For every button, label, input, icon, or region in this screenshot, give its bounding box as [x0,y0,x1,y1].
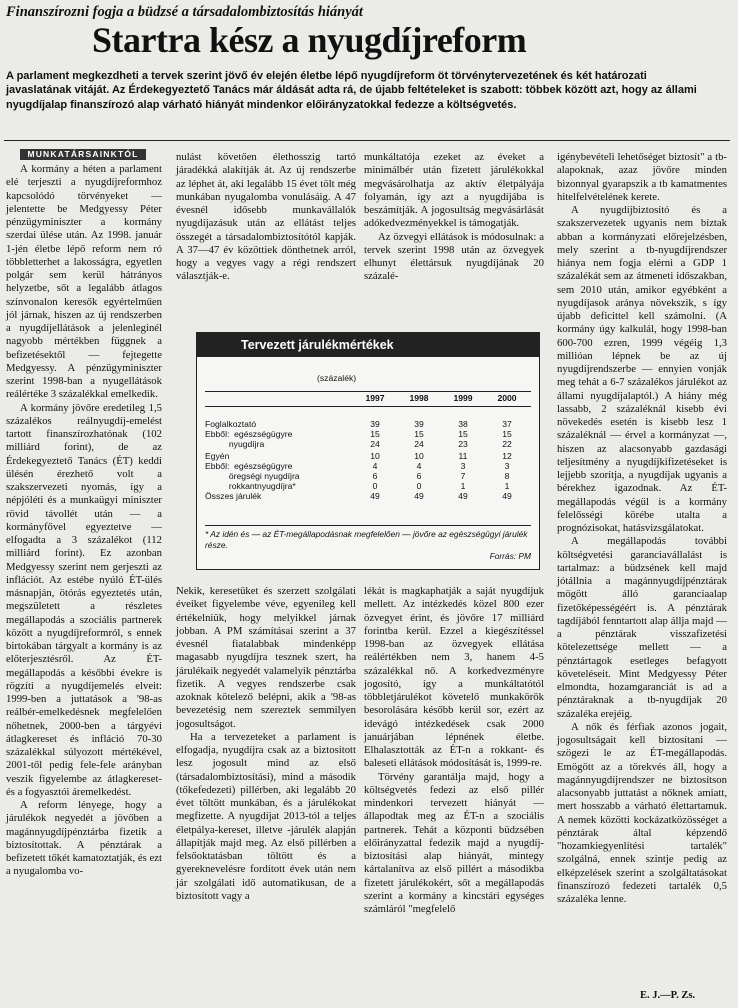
table-header [205,391,531,407]
table-cell: 6 [416,471,422,481]
paragraph: lékát is magkaphatják a saját nyugdíjuk mellett. Az intézkedés közel 800 ezer özvegyet érint, és jövőre 17 milliárd forintba kerül. Ezzel a kiegészítéssel 1998-ban az özvegyek ellátása reálértékben nem 3, hanem 4-5 százalékkal nő. A korkedvezményre jogosító, így a munkáltatótól többletjárulékot követelő munkakörök besorolására később kerül sor, ezért az idevágó intézkedések csak 2000 januárjában lépnének életbe. Elhalasztották az ÉT-n a rokkant- és baleseti ellátások módosítását is, 1999-re. [364,585,544,770]
year-header: 1999 [453,393,473,403]
divider [4,140,730,141]
signature: E. J.—P. Zs. [640,990,696,1001]
row-label: öregségi nyugdíjra [205,471,300,481]
table-cell: 7 [460,471,466,481]
table-row [205,429,531,439]
table-cell: 24 [414,439,424,449]
byline: MUNKATÁRSAINKTÓL [20,149,146,160]
table-unit: (százalék) [317,373,357,383]
column-3-top [364,151,544,284]
table-cell: 38 [458,419,468,429]
table-cell: 39 [370,419,380,429]
table-row [205,451,531,461]
year-header: 1997 [365,393,385,403]
table-row [205,481,531,491]
paragraph: Ha a tervezeteket a parlament is elfogadja, nyugdíjra csak az a biztosított lesz jogosult mind az első (társadalombiztosítási), mind a második (tőkefedezeti) pillérben, aki legalább 20 évet töltött munkában, és a járulékokat megfizette. A nyugdíjat 2013-tól a teljes életpálya-kereset, illetve -járulék alapján állapítják majd meg. Az első pillérben a felsőoktatásban töltött és a gyereknevelésre fordított évek után nem jár szolgálati idő automatikusan, de a biztosított vagy a [176,730,356,902]
column-4 [557,151,727,906]
table-cell: 39 [414,419,424,429]
row-label: Összes járulék [205,491,262,501]
table-title: Tervezett járulékmértékek [197,333,539,357]
paragraph: A kormány a héten a parlament elé terjeszti a nyugdíjreformhoz kapcsolódó törvényeket — jelentette be Medgyessy Péter pénzügyminiszter a kormány szerdai ülése után. Az 1998. január 1-jén életbe lépő reform nem ró többletterhet a lakosságra, egyetlen polgár sem kerül hátrányos helyzetbe, sőt a legalább átlagos színvonalon keresők egyértelműen jól járnak, hiszen az új rendszerben a nyugdíjellátások a jelenleginél nagyobb mértékben függnek a befizetésektől — fejtegette Medgyessy. A pénzügyminiszter szerint 1998-ban a nyugellátások reálértéke 3 százalékkal emelkedik. [6,163,162,401]
table-cell: 3 [460,461,466,471]
table-cell: 15 [414,429,424,439]
row-label: Ebből: egészségügyre [205,429,293,439]
paragraph: A kormány jövőre eredetileg 1,5 százalékos reálnyugdíj-emelést tartott finanszírozhatónak (102 milliárd forint), de az Érdekegyeztető Tanács (ÉT) keddi ülésén érezhető volt a szakszervezeti nyomás, így a népjóléti és a munkaügyi miniszter rövid távollét után — a kormányfővel egyeztetve — elfogadta a 3 százalékot (112 milliárd forint). Ez azonban Medgyessy szerint nem gerjeszti az inflációt. Az estébe nyúló ÉT-ülés másnapján, ötórás egyeztetés után, megszületett a részletes megállapodás a szociális partnerek között a nyugdíjreformról, s ennek birtokában tárgyalt a kormány is az előterjesztésről. Az ÉT-megállapodás a későbbi évekre is rögzíti a nyugdíjemelés elveit: 1999-ben a juttatások a '98-as reálbér-emelkedésnek megfelelően nőhetnek, 2000-ben a tárgyévi átlagkereset és infláció 70-30 százalékkal súlyozott mértékével, 2001-től pedig fele-fele arányban veszik figyelembe az átlagkereset- és a fogyasztói áremelkedést. [6,401,162,798]
table-cell: 10 [370,451,380,461]
table-cell: 6 [372,471,378,481]
paragraph: Nekik, keresetüket és szerzett szolgálati éveiket figyelembe véve, egyenileg kell értékelniük, hogy melyikkel járnak jobban. A PM számításai szerint a 37 évesnél fiatalabbak mindenképp magasabb nyugdíjra tesznek szert, ha járulékaik negyedét valamelyik pénztárba fizetik. A vegyes rendszerbe csak azoknak kötelező belépni, akik a '98-as bevezetésig nem szereztek semmilyen jogosultságot. [176,585,356,730]
table-cell: 10 [414,451,424,461]
paragraph: munkáltatója ezeket az éveket a minimálbér után fizetett járulékokkal megvásárolhatja az aktív életpályája folyamán, így azt a nyugdíjába is beszámítják. A jogosultság megvásárlását adókedvezményekkel is támogatják. [364,151,544,230]
paragraph: A reform lényege, hogy a járulékok negyedét a jövőben a magánnyugdíjpénztárba fizetik a biztosítottak. A pénztárak a befizetett tőkét kamatoztatják, és ezt a nyugalomba vo- [6,799,162,878]
table-row [205,439,531,449]
table-cell: 49 [370,491,380,501]
column-2-top [176,151,356,284]
table-cell: 11 [458,451,468,461]
table-cell: 0 [416,481,422,491]
table-cell: 49 [414,491,424,501]
paragraph: Törvény garantálja majd, hogy a költségvetés fedezi az első pillér mindenkori tervezett hiányát — állapodtak meg az ÉT-n a szociális partnerek. Tehát a központi büdzsében előirányzattal fedezik majd a nyugdíj-biztosítási alap hiányát, mintegy kártalanítva az első pillért a másodikba fizetett járulékokért, sőt a megállapodás szerint a kormány a kincstári egységes számláról "megfelelő [364,770,544,915]
table-cell: 15 [458,429,468,439]
table-cell: 1 [460,481,466,491]
lead-paragraph: A parlament megkezdheti a tervek szerint jövő év elején életbe lépő nyugdíjreform öt törvénytervezetének és két határozati javaslatának vitáját. Az Érdekegyeztető Tanács már áldását adta rá, de újabb feltételeket is szabott: többek között azt, hogy az állami nyugdíjalap finanszírozó alap várható hiányát mindenkor előirányzatokkal fedezze a költségvetés. [6,70,697,111]
paragraph: A nők és férfiak azonos jogait, jogosultságait kell biztosítani — szögezi le az ÉT-megállapodás. Emögött az a törekvés áll, hogy a magánnyugdíjrendszer ne biztosítson alacsonyabb juttatást a nőknek amiatt, mert hosszabb a várható élettartamuk. A nemek közötti kockázatközösséget a pénztárak által képzendő "hozamkiegyenlítési tartalék" szolgálná, ennek szintje pedig az elképzelések szerint a szolgáltatásokat finanszírozó fedezeti tartalék 0,5 százaléka lenne. [557,720,727,905]
table-source: Forrás: PM [489,551,531,561]
table-row [205,491,531,501]
paragraph: Az özvegyi ellátások is módosulnak: a tervek szerint 1998 után az özvegyek elhunyt élettársuk nyugdíjának 20 százalé- [364,230,544,283]
year-header: 1998 [409,393,429,403]
paragraph: A nyugdíjbiztosító és a szakszervezetek ugyanis nem bíztak abban a kormányzati előrejelzésben, mely szerint a tb-nyugdíjrendszer hiánya nem fogja elérni a GDP 1 százalékát sem az átmeneti időszakban, sem 2010 után, amikor egyébként a nyugdíjasok aránya növekszik, s így újabb deficittel kell számolni. (A kormány úgy kalkulál, hogy 1998-ban 600-700 ezren, 1999 végéig 1,3 millióan lépnek be az új nyugdíjrendszerbe — ennyien vonják meg tehát a 6-7 százalékos járulékot az állami nyugdíjalaptól.) A hiány még lassabb, 2 százaléknál kisebb évi növekedés esetén is kisebb lesz 1 százaléknál — érvel a kormányzat —, hiszen az alacsonyabb gazdasági teljesítmény a nyugdíjkifizetéseket is lejjebb szorítja, a nyugdíjak ugyanis a bérekhez igazodnak. Az ÉT-megállapodás végül is a kormány felelősségi körébe utalta a prognózisokat, hatásvizsgálatokat. [557,204,727,534]
row-label: rokkantnyugdíjra* [205,481,296,491]
column-1 [6,163,162,879]
table-row [205,461,531,471]
paragraph: igénybevételi lehetőséget biztosít" a tb-alapoknak, azaz jövőre minden bizonnyal gyarapszik a tb kamatmentes hitelfelvételének kerete. [557,151,727,203]
row-label: Ebből: egészségügyre [205,461,293,471]
table-cell: 12 [502,451,512,461]
table-row [205,419,531,429]
column-3-bottom [364,585,544,916]
table-cell: 23 [458,439,468,449]
year-header: 2000 [497,393,517,403]
table-cell: 8 [504,471,510,481]
table-note: * Az idén és — az ÉT-megállapodásnak megfelelően — jövőre az egészségügyi járulék része. [205,525,531,551]
table-cell: 15 [502,429,512,439]
paragraph: nulást követően élethosszig tartó járadékká alakítják át. Az új rendszerbe az léphet át, aki legalább 15 évet tölt még munkában nyugalomba vonulásáig. A 47 évesnél idősebb munkavállalók nyugdíjazásuk után az ellátást teljes összegét a társadalombiztosítótól kapják. A 37—47 év közöttiek dönthetnek arról, hogy a vegyes vagy a régi rendszert választják-e. [176,151,356,283]
table-cell: 3 [504,461,510,471]
paragraph: A megállapodás további költségvetési garanciavállalást is tartalmaz: a büdzsének kell majd jótállnia a magánnyugdíjpénztárak mögött álló garanciaalap fizetőképességéért is. A pénztárak tagdíjából fenntartott alap állja majd — a pénztárak visszafizetési kötelezettsége mellett — a pénztártagok esetleges befagyott követeléseit. Mint Medgyessy Péter elmondta, hozamgaranciát is ad a pénztáraknak a tb-nyugdíjak 20 százaléka erejéig. [557,535,727,720]
table-cell: 4 [416,461,422,471]
table-cell: 0 [372,481,378,491]
row-label: Foglalkoztató [205,419,257,429]
contribution-rates-table [196,332,540,570]
column-2-bottom [176,585,356,903]
table-cell: 1 [504,481,510,491]
row-label: Egyén [205,451,230,461]
table-row [205,471,531,481]
table-cell: 24 [370,439,380,449]
table-cell: 49 [458,491,468,501]
table-cell: 37 [502,419,512,429]
table-cell: 49 [502,491,512,501]
headline: Startra kész a nyugdíjreform [92,20,527,60]
table-cell: 22 [502,439,512,449]
table-cell: 4 [372,461,378,471]
table-cell: 15 [370,429,380,439]
kicker: Finanszírozni fogja a büdzsé a társadalombiztosítás hiányát [6,4,363,20]
row-label: nyugdíjra [205,439,265,449]
